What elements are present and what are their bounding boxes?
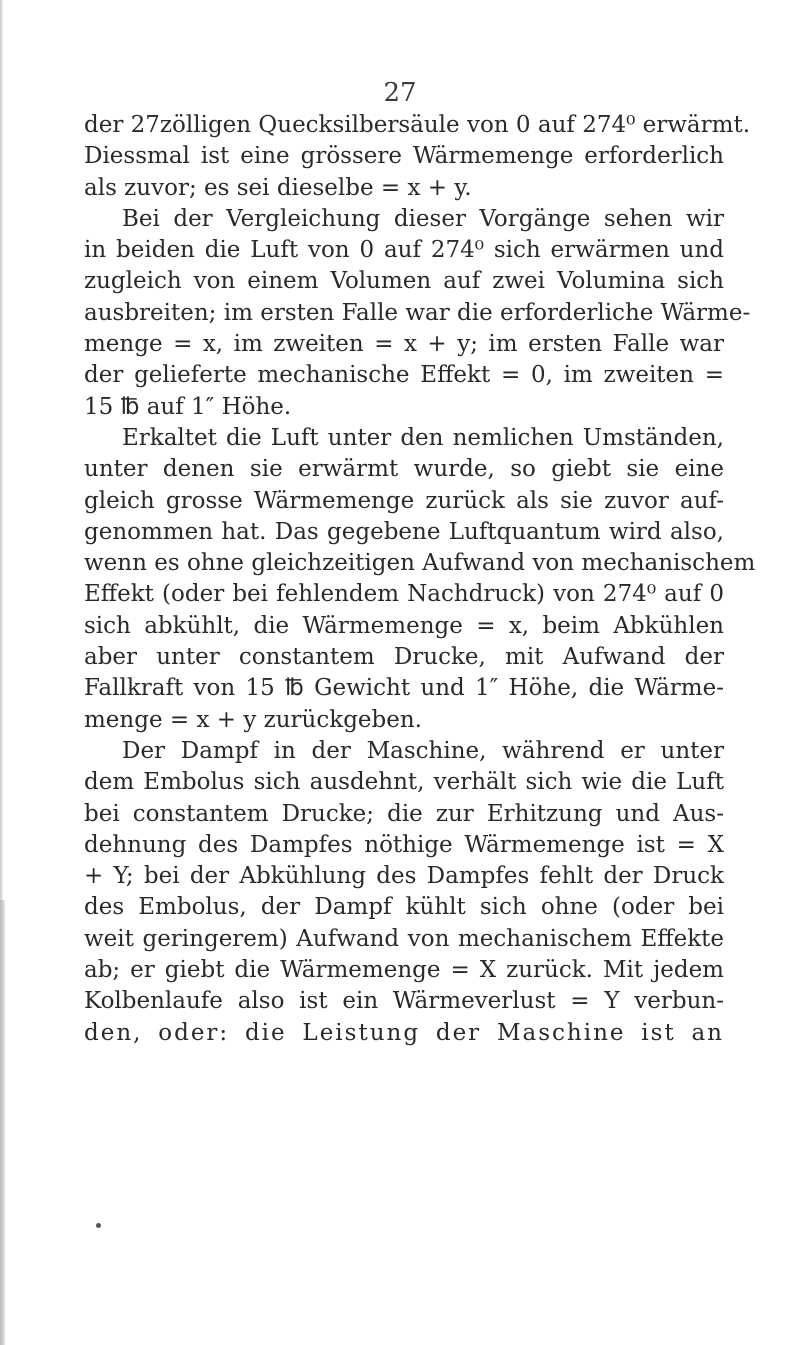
- text-line: dehnung des Dampfes nöthige Wärmemenge ist = X: [84, 831, 724, 858]
- text-line: den, oder: die Leistung der Maschine ist an: [84, 1019, 724, 1046]
- page-edge-binding: [0, 900, 5, 1345]
- text-line: ab; er giebt die Wärmemenge = X zurück. Mit jedem: [84, 957, 724, 984]
- body-text: [84, 110, 756, 1049]
- text-line: zugleich von einem Volumen auf zwei Volumina sich: [84, 268, 724, 295]
- text-line: unter denen sie erwärmt wurde, so giebt sie eine: [84, 456, 724, 483]
- paragraph-start-line: Der Dampf in der Maschine, während er unter: [122, 737, 724, 764]
- text-line: weit geringerem) Aufwand von mechanischem Effekte: [84, 925, 724, 952]
- text-line: Diessmal ist eine grössere Wärmemenge erforderlich: [84, 143, 724, 170]
- text-line: als zuvor; es sei dieselbe = x + y.: [84, 174, 472, 201]
- text-line: Effekt (oder bei fehlendem Nachdruck) von 274⁰ auf 0: [84, 581, 724, 608]
- text-line: sich abkühlt, die Wärmemenge = x, beim Abkühlen: [84, 612, 724, 639]
- text-line: menge = x, im zweiten = x + y; im ersten Falle war: [84, 331, 724, 358]
- page-number: 27: [383, 78, 417, 108]
- text-line: wenn es ohne gleichzeitigen Aufwand von mechanischem: [84, 550, 756, 577]
- text-line: der 27zölligen Quecksilbersäule von 0 auf 274⁰ erwärmt.: [84, 112, 751, 138]
- text-line: in beiden die Luft von 0 auf 274⁰ sich erwärmen und: [84, 237, 724, 264]
- text-line: menge = x + y zurückgeben.: [84, 706, 422, 733]
- paragraph-start-line: Bei der Vergleichung dieser Vorgänge sehen wir: [122, 205, 724, 232]
- text-line: + Y; bei der Abkühlung des Dampfes fehlt der Druck: [84, 863, 724, 890]
- text-line: gleich grosse Wärmemenge zurück als sie zuvor auf-: [84, 487, 724, 514]
- paragraph-start-line: Erkaltet die Luft unter den nemlichen Umständen,: [122, 424, 724, 451]
- ink-dot: [96, 1223, 101, 1228]
- text-line: ausbreiten; im ersten Falle war die erforderliche Wärme-: [84, 299, 751, 326]
- text-line: dem Embolus sich ausdehnt, verhält sich wie die Luft: [84, 769, 724, 796]
- text-line: genommen hat. Das gegebene Luftquantum wird also,: [84, 518, 724, 545]
- text-line: 15 ℔ auf 1″ Höhe.: [84, 393, 292, 420]
- text-line: aber unter constantem Drucke, mit Aufwand der: [84, 644, 724, 671]
- text-line: der gelieferte mechanische Effekt = 0, im zweiten =: [84, 362, 724, 389]
- text-line: des Embolus, der Dampf kühlt sich ohne (oder bei: [84, 894, 724, 921]
- text-line: bei constantem Drucke; die zur Erhitzung und Aus-: [84, 800, 724, 827]
- text-line: Fallkraft von 15 ℔ Gewicht und 1″ Höhe, die Wärme-: [84, 675, 724, 702]
- text-line: Kolbenlaufe also ist ein Wärmeverlust = Y verbun-: [84, 988, 724, 1015]
